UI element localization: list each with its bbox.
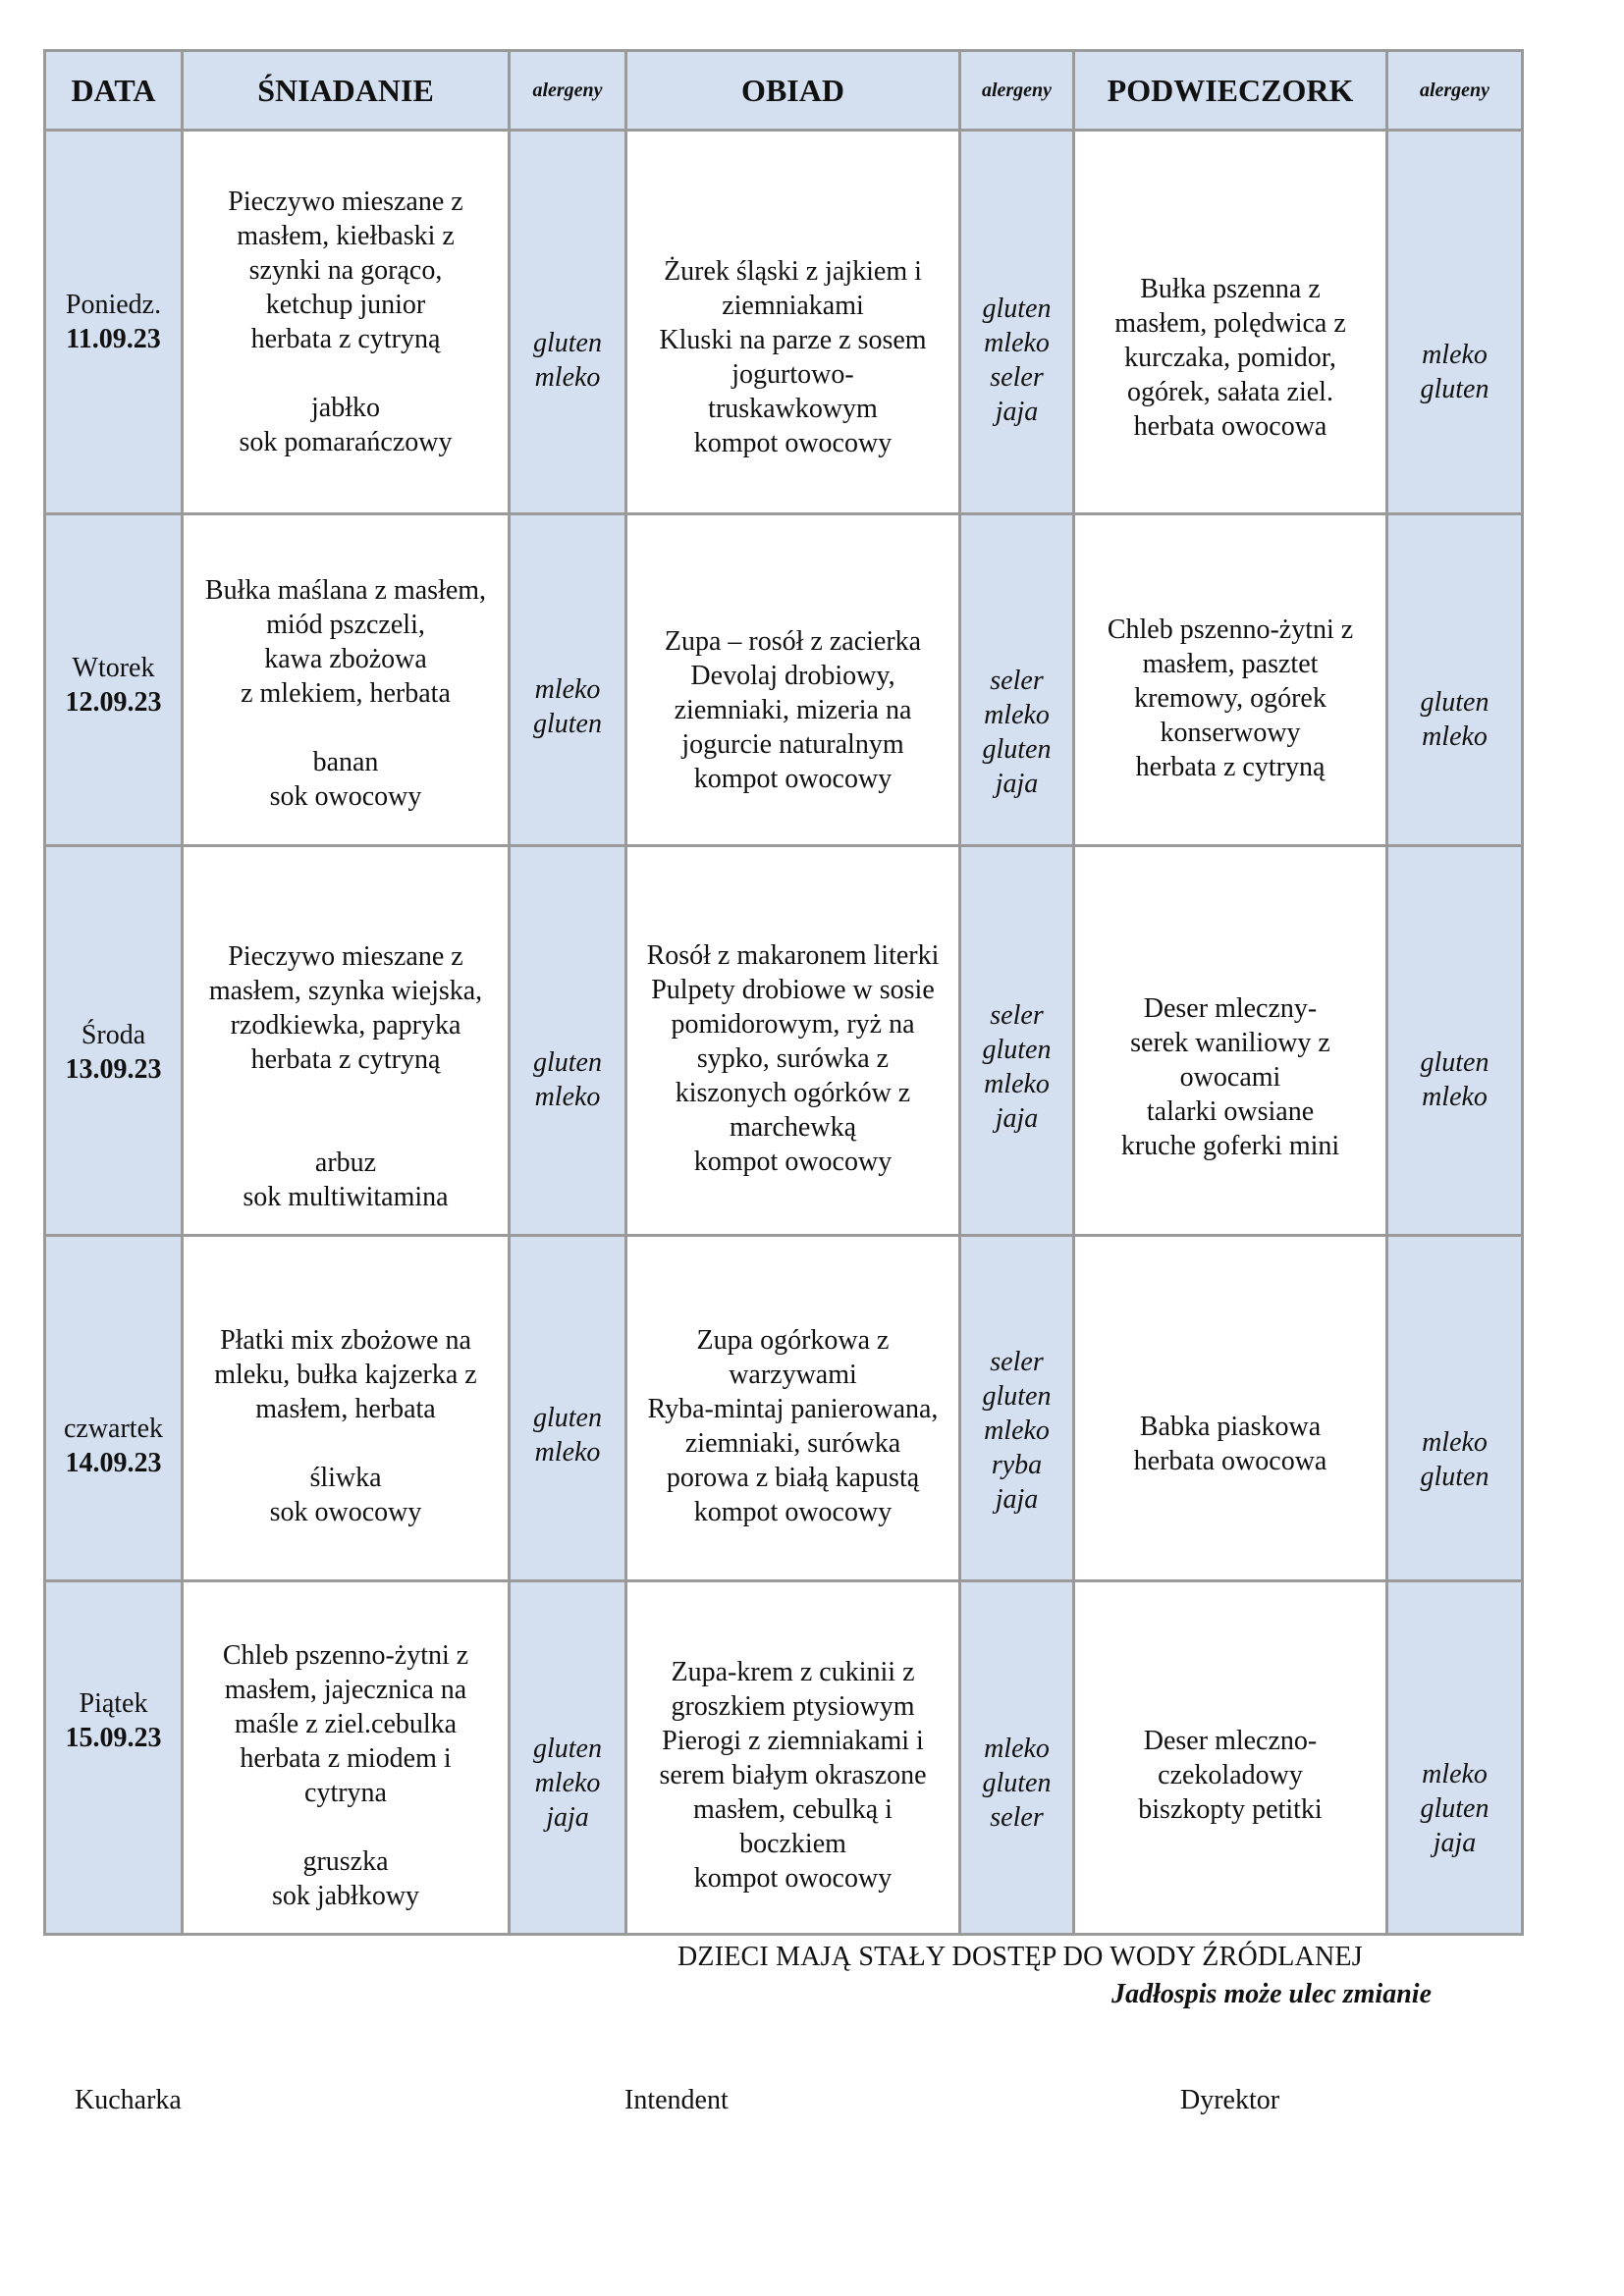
breakfast-cell — [183, 846, 510, 1236]
header-row — [45, 51, 1523, 131]
snack-allergens: mleko gluten — [1387, 1236, 1523, 1581]
day-name: Piątek — [79, 1688, 148, 1719]
breakfast-text: Pieczywo mieszane z masłem, szynka wiejska, rzodkiewka, papryka herbata z cytryną arbuz sok multiwitamina — [208, 941, 483, 1212]
signature-steward: Intendent — [624, 2085, 729, 2115]
snack-text: Deser mleczno- czekoladowy biszkopty petitki — [1138, 1726, 1323, 1825]
day-date: 14.09.23 — [65, 1448, 162, 1478]
date-cell — [45, 131, 183, 514]
breakfast-allergens: gluten mleko — [510, 846, 626, 1236]
lunch-cell — [626, 131, 960, 514]
breakfast-text: Chleb pszenno-żytni z masłem, jajecznica na maśle z ziel.cebulka herbata z miodem i cytryna gruszka sok jabłkowy — [222, 1639, 469, 1911]
day-row-wednesday — [45, 846, 1523, 1236]
day-name: Poniedz. — [65, 290, 162, 320]
date-cell — [45, 1581, 183, 1935]
breakfast-cell — [183, 514, 510, 846]
snack-text: Chleb pszenno-żytni z masłem, pasztet kremowy, ogórek konserwowy herbata z cytryną — [1107, 614, 1354, 782]
breakfast-allergens: gluten mleko jaja — [510, 1581, 626, 1935]
lunch-text: Zupa – rosół z zacierka Devolaj drobiowy, ziemniaki, mizeria na jogurcie naturalnym kompot owocowy — [664, 626, 922, 794]
lunch-allergens: seler gluten mleko jaja — [960, 846, 1074, 1236]
signature-cook: Kucharka — [75, 2085, 182, 2115]
day-date: 15.09.23 — [65, 1723, 162, 1753]
snack-cell — [1074, 1581, 1387, 1935]
date-cell — [45, 514, 183, 846]
breakfast-text: Bułka maślana z masłem, miód pszczeli, kawa zbożowa z mlekiem, herbata banan sok owocowy — [204, 575, 487, 812]
day-name: Środa — [81, 1020, 146, 1050]
lunch-cell — [626, 1581, 960, 1935]
breakfast-allergens: gluten mleko — [510, 131, 626, 514]
snack-allergens: mleko gluten jaja — [1387, 1581, 1523, 1935]
snack-cell — [1074, 514, 1387, 846]
day-date: 11.09.23 — [66, 324, 161, 354]
water-access-note: DZIECI MAJĄ STAŁY DOSTĘP DO WODY ŹRÓDLANEJ — [677, 1942, 1363, 1972]
day-name: Wtorek — [72, 653, 155, 683]
breakfast-cell — [183, 131, 510, 514]
snack-text: Babka piaskowa herbata owocowa — [1133, 1411, 1327, 1476]
snack-allergens: mleko gluten — [1387, 131, 1523, 514]
snack-allergens: gluten mleko — [1387, 514, 1523, 846]
snack-cell — [1074, 846, 1387, 1236]
lunch-allergens: seler mleko gluten jaja — [960, 514, 1074, 846]
date-cell — [45, 1236, 183, 1581]
day-row-monday — [45, 131, 1523, 514]
day-row-thursday — [45, 1236, 1523, 1581]
snack-cell — [1074, 131, 1387, 514]
day-row-tuesday — [45, 514, 1523, 846]
breakfast-text: Pieczywo mieszane z masłem, kiełbaski z szynki na gorąco, ketchup junior herbata z cytryną jabłko sok pomarańczowy — [228, 187, 463, 457]
lunch-cell — [626, 514, 960, 846]
lunch-text: Żurek śląski z jajkiem i ziemniakami Kluski na parze z sosem jogurtowo- truskawkowym kompot owocowy — [659, 256, 927, 458]
header-breakfast: ŚNIADANIE — [183, 51, 510, 131]
header-lunch: OBIAD — [626, 51, 960, 131]
lunch-text: Rosół z makaronem literki Pulpety drobiowe w sosie pomidorowym, ryż na sypko, surówka z kiszonych ogórków z marchewką kompot owocowy — [646, 939, 940, 1177]
breakfast-allergens: mleko gluten — [510, 514, 626, 846]
lunch-allergens: seler gluten mleko ryba jaja — [960, 1236, 1074, 1581]
snack-allergens: gluten mleko — [1387, 846, 1523, 1236]
snack-text: Deser mleczny- serek waniliowy z owocami talarki owsiane kruche goferki mini — [1120, 992, 1340, 1161]
lunch-allergens: mleko gluten seler — [960, 1581, 1074, 1935]
menu-change-note: Jadłospis może ulec zmianie — [1111, 1979, 1432, 2009]
breakfast-cell — [183, 1581, 510, 1935]
day-row-friday — [45, 1581, 1523, 1935]
header-lunch-allergens: alergeny — [960, 51, 1074, 131]
header-snack: PODWIECZORK — [1074, 51, 1387, 131]
day-date: 12.09.23 — [65, 687, 162, 718]
lunch-cell — [626, 846, 960, 1236]
signature-director: Dyrektor — [1180, 2085, 1280, 2115]
breakfast-allergens: gluten mleko — [510, 1236, 626, 1581]
header-snack-allergens: alergeny — [1387, 51, 1523, 131]
lunch-cell — [626, 1236, 960, 1581]
date-cell — [45, 846, 183, 1236]
lunch-allergens: gluten mleko seler jaja — [960, 131, 1074, 514]
day-name: czwartek — [63, 1414, 164, 1444]
menu-table — [43, 49, 1524, 1936]
snack-cell — [1074, 1236, 1387, 1581]
header-breakfast-allergens: alergeny — [510, 51, 626, 131]
header-date: DATA — [45, 51, 183, 131]
day-date: 13.09.23 — [65, 1054, 162, 1085]
breakfast-text: Płatki mix zbożowe na mleku, bułka kajzerka z masłem, herbata śliwka sok owocowy — [214, 1324, 477, 1527]
lunch-text: Zupa ogórkowa z warzywami Ryba-mintaj panierowana, ziemniaki, surówka porowa z białą kapustą kompot owocowy — [647, 1324, 939, 1527]
lunch-text: Zupa-krem z cukinii z groszkiem ptysiowym Pierogi z ziemniakami i serem białym okraszone masłem, cebulką i boczkiem kompot owocowy — [659, 1657, 927, 1894]
snack-text: Bułka pszenna z masłem, polędwica z kurczaka, pomidor, ogórek, sałata ziel. herbata owocowa — [1114, 273, 1346, 442]
breakfast-cell — [183, 1236, 510, 1581]
